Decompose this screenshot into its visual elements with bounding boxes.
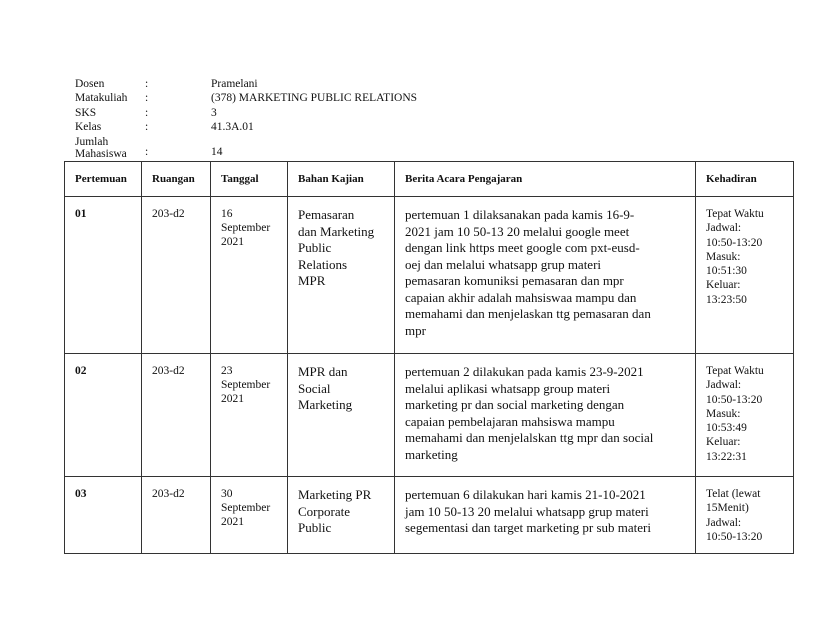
table-header-row: [65, 162, 794, 197]
info-row-jumlah-mahasiswa: [75, 134, 775, 160]
cell-bahan-kajian: MPR dan Social Marketing: [288, 354, 395, 477]
info-row-kelas: [75, 120, 775, 135]
cell-bahan-kajian: Marketing PR Corporate Public: [288, 477, 395, 554]
info-colon: :: [145, 106, 149, 119]
col-header-ruangan: Ruangan: [142, 162, 211, 197]
info-value: 3: [211, 106, 217, 119]
col-header-bahan-kajian: Bahan Kajian: [288, 162, 395, 197]
cell-kehadiran: Tepat Waktu Jadwal: 10:50-13:20 Masuk: 10:51:30 Keluar: 13:23:50: [696, 197, 794, 354]
info-label: Kelas: [75, 121, 102, 133]
cell-kehadiran: Tepat Waktu Jadwal: 10:50-13:20 Masuk: 10:53:49 Keluar: 13:22:31: [696, 354, 794, 477]
info-value: (378) MARKETING PUBLIC RELATIONS: [211, 92, 418, 104]
table-row: [65, 354, 794, 477]
cell-ruangan: 203-d2: [142, 477, 211, 554]
info-colon: :: [145, 77, 149, 90]
info-value: 14: [211, 146, 223, 158]
info-row-sks: [75, 105, 775, 120]
cell-bahan-kajian: Pemasaran dan Marketing Public Relations MPR: [288, 197, 395, 354]
info-colon: :: [145, 146, 149, 158]
cell-pertemuan: 01: [65, 197, 142, 354]
info-label: Jumlah Mahasiswa: [75, 136, 127, 160]
info-label: SKS: [75, 106, 97, 119]
cell-berita-acara: pertemuan 1 dilaksanakan pada kamis 16-9- 2021 jam 10 50-13 20 melalui google meet dengan link https meet google com pxt-eusd- oej dan melalui whatsapp grup materi pemasaran komuniksi pemasaran dan mpr capaian akhir adalah mahsiswaa mampu dan memahami dan menjelaskan ttg pemasaran dan mpr: [395, 197, 696, 354]
cell-berita-acara: pertemuan 6 dilakukan hari kamis 21-10-2021 jam 10 50-13 20 melalui whatsapp grup materi segementasi dan target marketing pr sub materi: [395, 477, 696, 554]
info-label: Matakuliah: [75, 92, 128, 104]
meeting-table: [64, 161, 794, 554]
course-info-header: [75, 76, 775, 160]
cell-pertemuan: 02: [65, 354, 142, 477]
table-row: [65, 197, 794, 354]
col-header-kehadiran: Kehadiran: [696, 162, 794, 197]
table-row: [65, 477, 794, 554]
col-header-tanggal: Tanggal: [211, 162, 288, 197]
cell-ruangan: 203-d2: [142, 354, 211, 477]
cell-ruangan: 203-d2: [142, 197, 211, 354]
cell-pertemuan: 03: [65, 477, 142, 554]
cell-tanggal: 23 September 2021: [211, 354, 288, 477]
col-header-pertemuan: Pertemuan: [65, 162, 142, 197]
info-label: Dosen: [75, 77, 105, 90]
cell-kehadiran: Telat (lewat 15Menit) Jadwal: 10:50-13:20: [696, 477, 794, 554]
info-colon: :: [145, 92, 149, 104]
info-row-dosen: [75, 76, 775, 91]
info-colon: :: [145, 121, 149, 133]
col-header-berita-acara: Berita Acara Pengajaran: [395, 162, 696, 197]
cell-berita-acara: pertemuan 2 dilakukan pada kamis 23-9-2021 melalui aplikasi whatsapp group materi marketing pr dan social marketing dengan capaian pembelajaran mahsiswa mampu memahami dan menjelalskan ttg mpr dan social marketing: [395, 354, 696, 477]
cell-tanggal: 30 September 2021: [211, 477, 288, 554]
info-value: 41.3A.01: [211, 121, 254, 133]
info-value: Pramelani: [211, 77, 258, 90]
cell-tanggal: 16 September 2021: [211, 197, 288, 354]
info-row-matakuliah: [75, 91, 775, 106]
